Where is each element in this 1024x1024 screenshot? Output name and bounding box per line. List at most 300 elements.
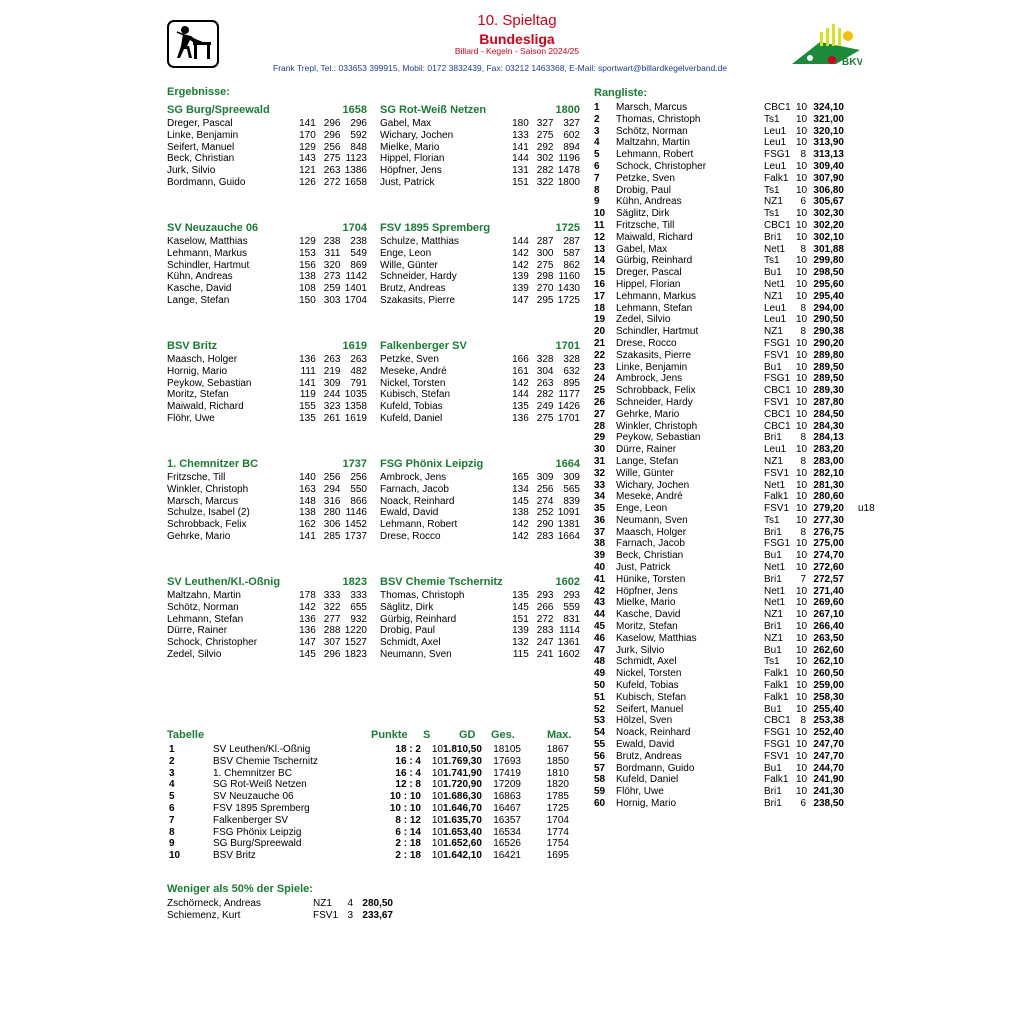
player-club: FSV1 <box>313 909 339 921</box>
table-games: 10 <box>431 814 443 826</box>
rank-club: Bu1 <box>764 703 782 715</box>
player-row <box>167 295 367 307</box>
rank-number: 27 <box>594 408 606 420</box>
rank-games: 10 <box>796 680 808 692</box>
rank-games: 6 <box>800 798 806 810</box>
player-row <box>167 271 367 283</box>
ranking-row <box>594 609 888 621</box>
player-name: Jurk, Silvio <box>167 165 216 177</box>
player-clear: 136 <box>299 625 316 637</box>
table-total: 17209 <box>493 779 521 791</box>
ranking-row <box>594 291 888 303</box>
table-heading: Tabelle <box>167 729 205 741</box>
player-cumulative: 862 <box>563 259 580 271</box>
player-row <box>380 177 580 189</box>
rank-games: 8 <box>800 243 806 255</box>
team-name: SG Rot-Weiß Netzen <box>380 104 487 116</box>
rank-number: 10 <box>594 208 606 220</box>
team-total: 1664 <box>555 458 580 470</box>
table-total: 16467 <box>493 802 521 814</box>
player-row <box>380 248 580 260</box>
rank-games: 8 <box>800 715 806 727</box>
table-row <box>169 850 569 862</box>
rank-note <box>844 220 888 232</box>
rank-number: 2 <box>594 113 600 125</box>
table-games: 10 <box>431 744 443 755</box>
player-cumulative: 1035 <box>344 389 367 401</box>
rank-club: FSV1 <box>764 467 790 479</box>
player-name: Lehmann, Markus <box>167 247 248 259</box>
rank-player: Lehmann, Markus <box>616 290 697 302</box>
player-score: 309 <box>323 377 341 389</box>
table-max: 1810 <box>546 767 569 779</box>
rank-games: 10 <box>796 691 808 703</box>
table-row <box>169 815 569 827</box>
player-clear: 144 <box>512 236 529 247</box>
ranking-row <box>594 303 888 315</box>
table-total: 16526 <box>493 838 521 850</box>
rank-number: 34 <box>594 491 606 503</box>
player-clear: 135 <box>299 412 316 424</box>
player-clear: 135 <box>512 590 529 601</box>
rank-number: 57 <box>594 762 606 774</box>
player-name: Maiwald, Richard <box>167 401 244 413</box>
player-name: Wichary, Jochen <box>380 129 454 141</box>
player-score: 294 <box>323 483 341 495</box>
rank-number: 58 <box>594 774 606 786</box>
player-clear: 142 <box>512 259 529 271</box>
player-cumulative: 1725 <box>557 294 580 306</box>
player-clear: 108 <box>299 283 316 295</box>
player-name: Dürre, Rainer <box>167 625 228 637</box>
player-name: Lange, Stefan <box>167 294 230 306</box>
player-cumulative: 1664 <box>557 530 580 542</box>
player-name: Szakasits, Pierre <box>380 294 456 306</box>
player-cumulative: 1658 <box>344 176 367 188</box>
team-result-block <box>167 105 367 189</box>
team-header <box>380 223 580 236</box>
player-name: Maltzahn, Martin <box>167 590 241 601</box>
ranking-row <box>594 432 888 444</box>
player-clear: 115 <box>512 648 529 660</box>
player-score: 266 <box>536 601 554 613</box>
player-score: 322 <box>323 601 341 613</box>
player-name: Nickel, Torsten <box>380 377 446 389</box>
table-games: 10 <box>431 767 443 779</box>
rank-note <box>844 314 888 326</box>
team-name: Falkenberger SV <box>380 340 467 352</box>
player-clear: 138 <box>299 507 316 519</box>
player-row <box>167 236 367 248</box>
player-score: 302 <box>536 153 554 165</box>
rank-number: 21 <box>594 337 606 349</box>
rank-note <box>844 727 888 739</box>
ranking-row <box>594 515 888 527</box>
rank-number: 36 <box>594 514 606 526</box>
rank-note <box>844 126 888 138</box>
player-clear: 141 <box>299 118 316 129</box>
player-name: Seifert, Manuel <box>167 141 235 153</box>
rank-player: Höpfner, Jens <box>616 585 678 597</box>
player-name: Schulze, Isabel (2) <box>167 507 250 519</box>
rank-number: 43 <box>594 597 606 609</box>
rank-player: Brutz, Andreas <box>616 750 682 762</box>
rank-games: 10 <box>796 550 808 562</box>
rank-average: 252,40 <box>813 727 844 739</box>
player-clear: 151 <box>512 176 529 188</box>
team-result-block <box>380 459 580 543</box>
rank-club: CBC1 <box>764 219 791 231</box>
svg-text:BKV: BKV <box>842 57 862 68</box>
rank-average: 295,40 <box>813 290 844 302</box>
rank-note <box>844 196 888 208</box>
rank-average: 294,00 <box>813 302 844 314</box>
player-score: 333 <box>323 590 341 601</box>
player-clear: 140 <box>299 472 316 483</box>
rank-average: 305,67 <box>813 196 844 208</box>
player-row <box>167 649 367 661</box>
rank-games: 10 <box>796 727 808 739</box>
team-total: 1800 <box>555 104 580 116</box>
player-clear: 153 <box>299 247 316 259</box>
player-name: Hippel, Florian <box>380 153 445 165</box>
player-name: Peykow, Sebastian <box>167 377 252 389</box>
rank-player: Maasch, Holger <box>616 526 687 538</box>
rank-number: 29 <box>594 432 606 444</box>
rank-club: CBC1 <box>764 715 791 727</box>
player-clear: 141 <box>299 530 316 542</box>
rank-average: 272,57 <box>813 573 844 585</box>
rank-note <box>844 656 888 668</box>
rank-number: 51 <box>594 691 606 703</box>
ranking-row <box>594 656 888 668</box>
player-score: 275 <box>323 153 341 165</box>
table-points: 10 : 10 <box>389 802 421 814</box>
team-name: FSG Phönix Leipzig <box>380 458 484 470</box>
table-max: 1867 <box>546 744 569 755</box>
ranking-row <box>594 715 888 727</box>
player-cumulative: 895 <box>563 377 580 389</box>
player-row <box>167 625 367 637</box>
player-cumulative: 238 <box>350 236 367 247</box>
rank-note <box>844 597 888 609</box>
rank-average: 238,50 <box>813 798 844 810</box>
table-games: 10 <box>431 826 443 838</box>
rank-note <box>844 680 888 692</box>
ranking-row <box>594 527 888 539</box>
table-total: 16421 <box>493 850 521 862</box>
rank-games: 10 <box>796 656 808 668</box>
player-cumulative: 1114 <box>559 625 580 637</box>
rank-number: 59 <box>594 786 606 798</box>
rank-average: 241,90 <box>813 774 844 786</box>
rank-average: 290,38 <box>813 326 844 338</box>
rank-average: 262,10 <box>813 656 844 668</box>
table-rank: 10 <box>169 850 181 862</box>
ranking-row <box>594 362 888 374</box>
rank-average: 258,30 <box>813 691 844 703</box>
player-score: 290 <box>536 519 554 531</box>
rank-club: Ts1 <box>764 656 780 668</box>
player-cumulative: 848 <box>350 141 367 153</box>
team-result-block <box>167 459 367 543</box>
rank-games: 8 <box>800 455 806 467</box>
player-row <box>167 366 367 378</box>
rank-number: 45 <box>594 621 606 633</box>
rank-number: 8 <box>594 184 600 196</box>
rank-number: 25 <box>594 385 606 397</box>
player-row <box>380 378 580 390</box>
player-score: 320 <box>323 259 341 271</box>
table-games: 10 <box>431 779 443 791</box>
table-average: 1.720,90 <box>443 779 482 791</box>
rank-player: Noack, Reinhard <box>616 727 691 739</box>
rank-club: Falk1 <box>764 668 789 680</box>
rank-average: 299,80 <box>813 255 844 267</box>
rank-number: 11 <box>594 219 605 231</box>
rank-club: Net1 <box>764 243 786 255</box>
ranking-row <box>594 255 888 267</box>
player-clear: 138 <box>299 271 316 283</box>
player-name: Schock, Christopher <box>167 637 258 649</box>
rank-average: 271,40 <box>813 585 844 597</box>
rank-number: 17 <box>594 290 606 302</box>
rank-number: 1 <box>594 102 600 113</box>
team-header <box>380 105 580 118</box>
player-cumulative: 1358 <box>344 401 367 413</box>
rank-player: Schindler, Hartmut <box>616 326 699 338</box>
rank-games: 10 <box>796 420 808 432</box>
player-cumulative: 1177 <box>558 389 580 401</box>
player-score: 296 <box>323 118 341 129</box>
ranking-row <box>594 739 888 751</box>
player-row <box>167 531 367 543</box>
page-title: 10. Spieltag <box>477 12 557 29</box>
rank-player: Kufeld, Daniel <box>616 774 679 786</box>
rank-number: 48 <box>594 656 606 668</box>
player-games: 3 <box>347 909 353 921</box>
player-row <box>380 472 580 484</box>
rank-average: 289,50 <box>813 361 844 373</box>
player-score: 296 <box>323 648 341 660</box>
player-row <box>167 389 367 401</box>
player-score: 296 <box>323 129 341 141</box>
rank-club: CBC1 <box>764 385 791 397</box>
player-average: 233,67 <box>362 909 393 921</box>
rank-player: Peykow, Sebastian <box>616 432 701 444</box>
rank-note <box>844 232 888 244</box>
team-total: 1619 <box>342 340 367 352</box>
player-score: 316 <box>323 495 341 507</box>
player-cumulative: 1452 <box>344 519 367 531</box>
rank-games: 10 <box>796 361 808 373</box>
table-points: 6 : 14 <box>395 826 421 838</box>
player-cumulative: 256 <box>350 472 367 483</box>
rank-club: Falk1 <box>764 691 789 703</box>
rank-club: Leu1 <box>764 314 787 326</box>
rank-average: 277,30 <box>813 514 844 526</box>
player-clear: 139 <box>512 283 529 295</box>
rank-note <box>844 527 888 539</box>
player-row <box>380 118 580 130</box>
team-result-block <box>380 223 580 307</box>
player-name: Kubisch, Stefan <box>380 389 451 401</box>
rank-player: Marsch, Marcus <box>616 102 688 113</box>
rank-games: 10 <box>796 172 808 184</box>
rank-games: 10 <box>796 337 808 349</box>
ranking-row <box>594 314 888 326</box>
rank-player: Bordmann, Guido <box>616 762 695 774</box>
player-clear: 148 <box>299 495 316 507</box>
rank-average: 301,88 <box>813 243 844 255</box>
rank-average: 255,40 <box>813 703 844 715</box>
rank-club: FSV1 <box>764 396 790 408</box>
ranking-row <box>594 232 888 244</box>
player-name: Drobig, Paul <box>380 625 436 637</box>
table-average: 1.646,70 <box>443 802 482 814</box>
ranking-row <box>594 126 888 138</box>
team-total: 1704 <box>342 222 367 234</box>
rank-club: FSG1 <box>764 373 791 385</box>
rank-games: 10 <box>796 208 808 220</box>
rank-games: 10 <box>796 102 808 113</box>
player-cumulative: 296 <box>350 118 367 129</box>
player-cumulative: 1123 <box>345 153 367 165</box>
player-row <box>380 531 580 543</box>
rank-number: 47 <box>594 644 606 656</box>
table-row <box>169 803 569 815</box>
rank-player: Winkler, Christoph <box>616 420 698 432</box>
ranking-row <box>594 456 888 468</box>
rank-player: Lehmann, Stefan <box>616 302 693 314</box>
rank-note <box>844 362 888 374</box>
player-score: 273 <box>323 271 341 283</box>
rank-number: 56 <box>594 750 606 762</box>
player-row <box>380 590 580 602</box>
rank-average: 282,10 <box>813 467 844 479</box>
rank-player: Linke, Benjamin <box>616 361 688 373</box>
rank-games: 7 <box>800 573 806 585</box>
rank-games: 10 <box>796 444 808 456</box>
table-max: 1725 <box>546 802 569 814</box>
rank-number: 40 <box>594 562 606 574</box>
rank-club: Ts1 <box>764 255 780 267</box>
rank-games: 10 <box>796 503 808 515</box>
player-row <box>167 165 367 177</box>
table-average: 1.652,60 <box>443 838 482 850</box>
rank-club: Bri1 <box>764 621 782 633</box>
rank-note <box>844 633 888 645</box>
ranking-row <box>594 350 888 362</box>
rank-number: 13 <box>594 243 606 255</box>
table-team: BSV Chemie Tschernitz <box>213 755 318 767</box>
rank-note <box>844 385 888 397</box>
rank-average: 313,90 <box>813 137 844 149</box>
player-score: 309 <box>536 472 554 483</box>
rank-games: 10 <box>796 231 808 243</box>
table-points: 12 : 8 <box>395 779 421 791</box>
player-clear: 142 <box>299 601 316 613</box>
rank-number: 22 <box>594 349 606 361</box>
player-row <box>167 401 367 413</box>
rank-games: 10 <box>796 632 808 644</box>
rank-games: 10 <box>796 219 808 231</box>
table-rank: 8 <box>169 826 175 838</box>
rank-games: 10 <box>796 621 808 633</box>
player-name: Marsch, Marcus <box>167 495 239 507</box>
player-clear: 141 <box>512 141 529 153</box>
table-rank: 6 <box>169 802 175 814</box>
rank-average: 290,50 <box>813 314 844 326</box>
rank-note <box>844 621 888 633</box>
ranking-row <box>594 385 888 397</box>
rank-number: 37 <box>594 526 606 538</box>
team-name: 1. Chemnitzer BC <box>167 458 259 470</box>
rank-player: Kubisch, Stefan <box>616 691 687 703</box>
rank-note <box>844 173 888 185</box>
rank-player: Petzke, Sven <box>616 172 675 184</box>
rank-average: 295,60 <box>813 278 844 290</box>
player-name: Kufeld, Tobias <box>380 401 443 413</box>
player-clear: 144 <box>512 153 529 165</box>
rank-games: 10 <box>796 385 808 397</box>
table-row <box>169 838 569 850</box>
player-row <box>380 614 580 626</box>
player-clear: 135 <box>512 401 529 413</box>
rank-average: 283,00 <box>813 455 844 467</box>
table-team: SV Leuthen/Kl.-Oßnig <box>213 744 311 755</box>
rank-club: NZ1 <box>764 455 783 467</box>
rank-player: Enge, Leon <box>616 503 668 515</box>
rank-note <box>844 704 888 716</box>
rank-number: 7 <box>594 172 600 184</box>
table-team: SG Rot-Weiß Netzen <box>213 779 307 791</box>
ranking-row <box>594 668 888 680</box>
rank-note <box>844 244 888 256</box>
player-name: Maasch, Holger <box>167 354 238 365</box>
table-header-row <box>371 729 571 741</box>
rank-games: 8 <box>800 302 806 314</box>
rank-player: Kaselow, Matthias <box>616 632 697 644</box>
table-points: 2 : 18 <box>395 850 421 862</box>
rank-club: Leu1 <box>764 137 787 149</box>
player-clear: 136 <box>299 613 316 625</box>
table-points: 16 : 4 <box>395 767 421 779</box>
rank-note <box>844 102 888 114</box>
col-max-header: Max. <box>547 729 572 741</box>
rank-games: 10 <box>796 538 808 550</box>
rank-player: Wichary, Jochen <box>616 479 690 491</box>
player-cumulative: 328 <box>563 354 580 365</box>
rank-note <box>844 161 888 173</box>
results-heading: Ergebnisse: <box>167 86 230 98</box>
rank-number: 39 <box>594 550 606 562</box>
rank-club: Bri1 <box>764 231 782 243</box>
player-clear: 132 <box>512 637 529 649</box>
rank-club: Ts1 <box>764 113 780 125</box>
player-clear: 136 <box>299 354 316 365</box>
player-clear: 145 <box>512 601 529 613</box>
rank-club: Bu1 <box>764 762 782 774</box>
rank-player: Kasche, David <box>616 609 681 621</box>
rank-player: Farnach, Jacob <box>616 538 685 550</box>
ranking-row <box>594 538 888 550</box>
team-name: FSV 1895 Spremberg <box>380 222 491 234</box>
table-rank: 9 <box>169 838 175 850</box>
rank-player: Gehrke, Mario <box>616 408 680 420</box>
rank-club: Falk1 <box>764 680 789 692</box>
player-row <box>380 271 580 283</box>
